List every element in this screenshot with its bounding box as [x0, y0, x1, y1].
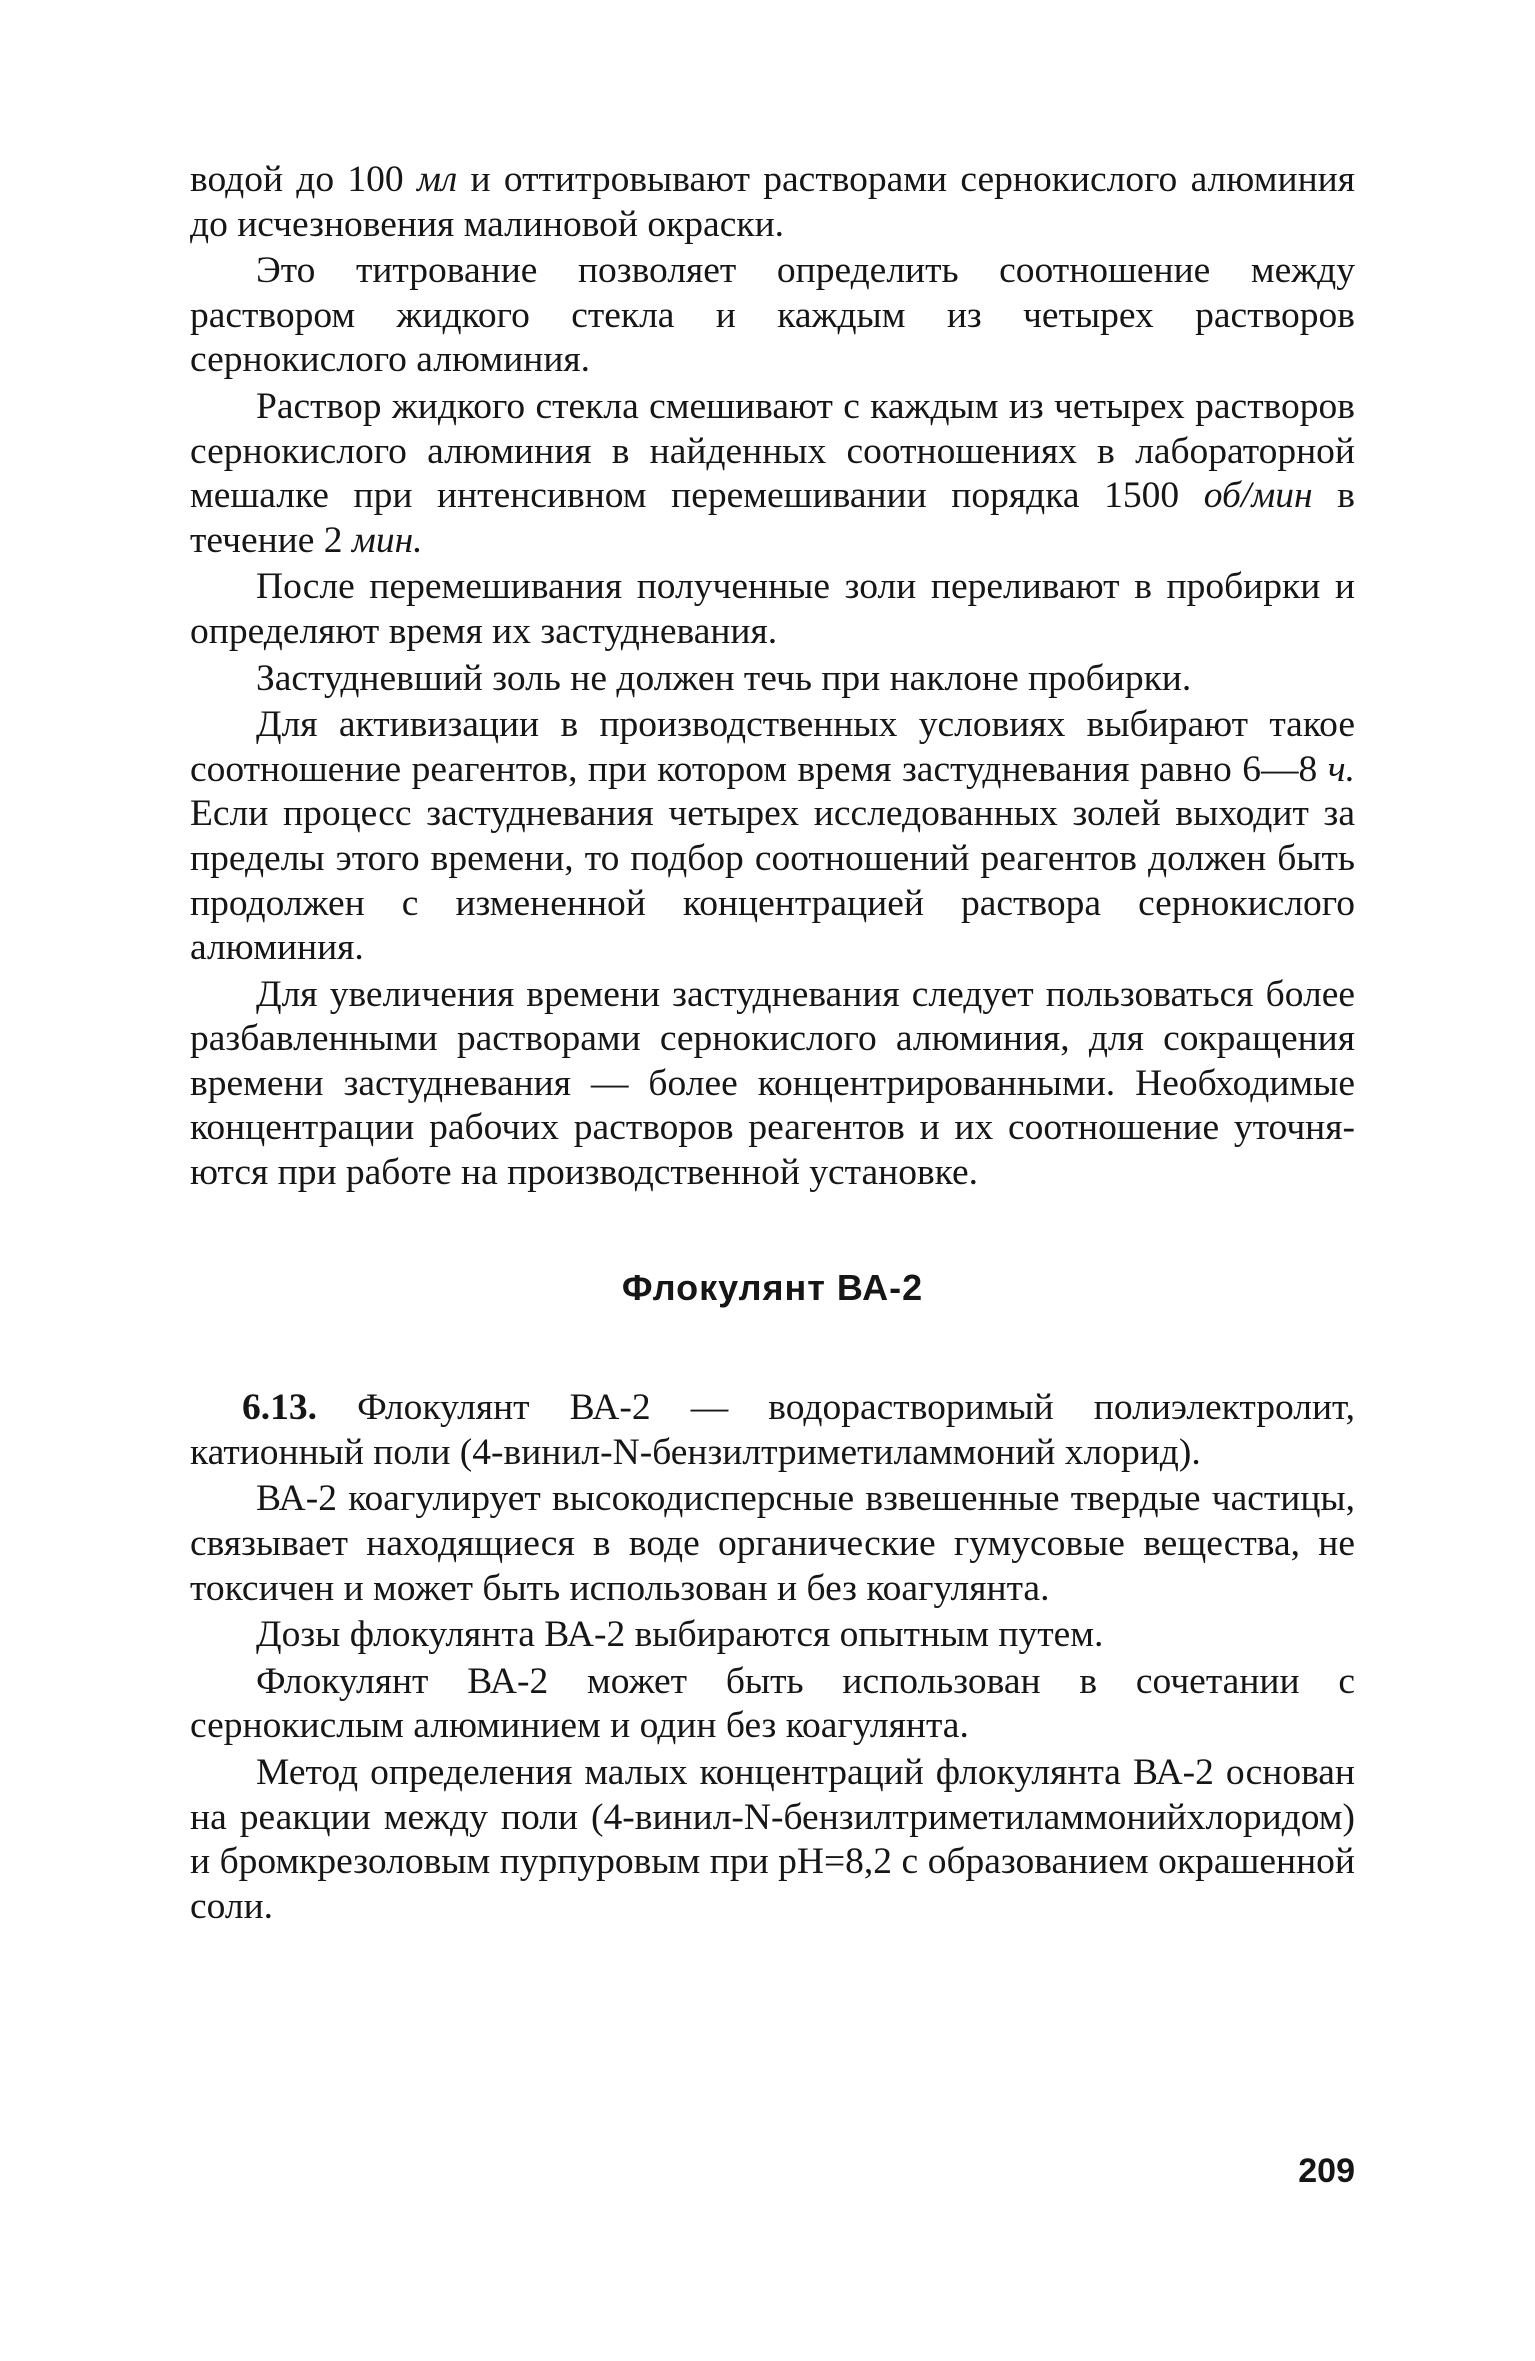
- section-paragraph-1: 6.13. Флокулянт ВА-2 — водорастворимый полиэлектролит, катионный поли (4-винил-N-бензилтриметиламмоний хлорид).: [190, 1387, 1355, 1473]
- paragraph-7: Для увеличения времени застудневания следует пользоваться более разбавленными растворами сернокислого алюминия, для сокращения времени застудневания — более концентрированными. Необходимые концентрации рабочих растворов реагентов и их соотношение уточняются при работе на производственной установке.: [190, 973, 1355, 1194]
- section-paragraph-5: Метод определения малых концентраций флокулянта ВА-2 основан на реакции между поли (4-винил-N-бензилтриметиламмонийхлоридом) и бромкрезоловым пурпуровым при pH=8,2 с образованием окрашенной соли.: [190, 1752, 1355, 1927]
- section-paragraph-4: Флокулянт ВА-2 может быть использован в сочетании с сернокислым алюминием и один без коагулянта.: [190, 1660, 1355, 1747]
- section-paragraph-2: ВА-2 коагулирует высокодисперсные взвешенные твердые частицы, связывает находящиеся в воде органические гумусовые вещества, не токсичен и может быть использован и без коагулянта.: [190, 1478, 1355, 1609]
- section-heading: Флокулянт ВА-2: [621, 1266, 924, 1308]
- section-paragraph-3: Дозы флокулянта ВА-2 выбираются опытным путем.: [256, 1614, 1104, 1656]
- page-number: 209: [1298, 2152, 1355, 2190]
- paragraph-4: После перемешивания полученные золи переливают в пробирки и определяют время их застудневания.: [190, 566, 1355, 652]
- paragraph-6: Для активизации в производственных условиях выбирают такое соотношение реагентов, при котором время застудневания равно 6—8 ч. Если процесс застудневания четырех исследованных золей выходит за пределы этого времени, то подбор соотношений реагентов должен быть продолжен с измененной концентрацией раствора сернокислого алюминия.: [190, 704, 1355, 969]
- paragraph-2: Это титрование позволяет определить соотношение между раствором жидкого стекла и каждым из четырех растворов сернокислого алюминия.: [190, 250, 1355, 381]
- paragraph-5: Застудневший золь не должен течь при наклоне пробирки.: [256, 657, 1192, 699]
- paragraph-3: Раствор жидкого стекла смешивают с каждым из четырех растворов сернокислого алюминия в найденных соотношениях в лабораторной мешалке при интенсивном перемешивании порядка 1500 об/мин в течение 2 мин.: [190, 385, 1355, 561]
- paragraph-1: водой до 100 мл и оттитровывают растворами сернокислого алюминия до исчезновения малиновой окраски.: [190, 159, 1355, 245]
- page-body: [190, 158, 1355, 1929]
- section-number: 6.13.: [242, 1387, 317, 1429]
